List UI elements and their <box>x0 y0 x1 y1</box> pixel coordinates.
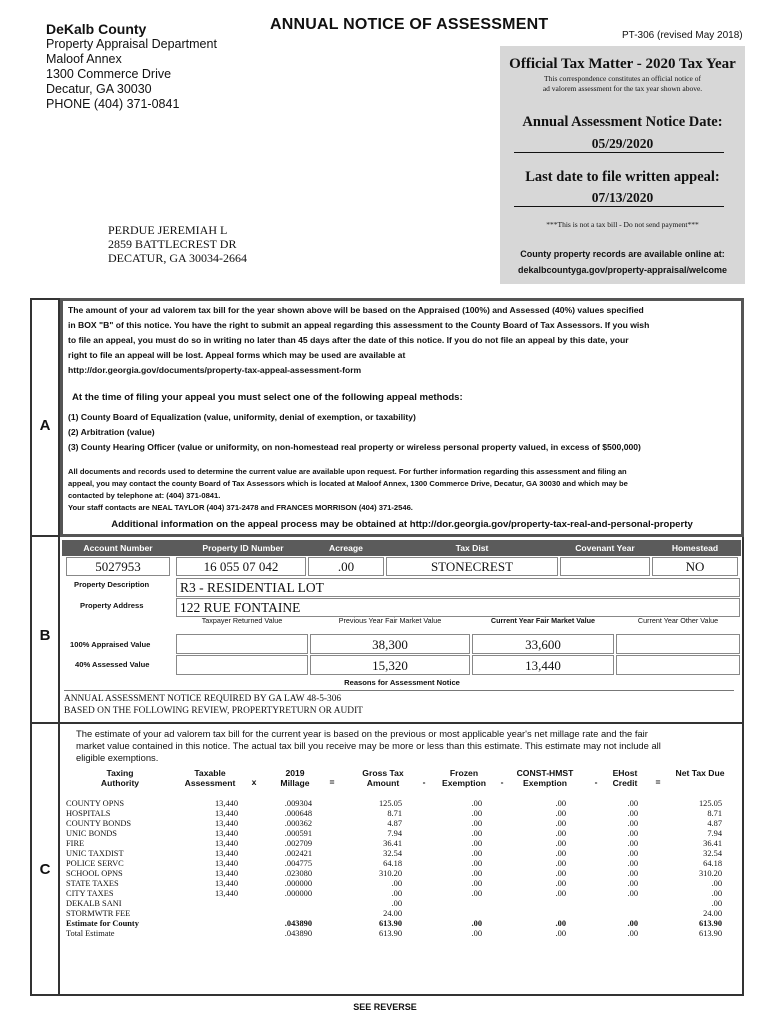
cell-frozen: .00 <box>471 849 482 858</box>
cell-authority: STORMWTR FEE <box>66 909 131 918</box>
cell-frozen: .00 <box>471 919 482 928</box>
cell-const-hmst: .00 <box>555 799 566 808</box>
cell-assessment: 13,440 <box>214 809 238 818</box>
section-letter-column <box>30 298 60 996</box>
tax-row <box>66 879 726 889</box>
cell-millage: .000591 <box>284 829 312 838</box>
cell-authority: COUNTY BONDS <box>66 819 132 828</box>
cell-ehost: .00 <box>627 859 638 868</box>
cell-const-hmst: .00 <box>555 829 566 838</box>
tax-row <box>66 919 726 929</box>
cell-net: 8.71 <box>707 809 722 818</box>
cell-authority: Total Estimate <box>66 929 115 938</box>
form-title: ANNUAL NOTICE OF ASSESSMENT <box>270 16 549 33</box>
cell-const-hmst: .00 <box>555 929 566 938</box>
cell-const-hmst: .00 <box>555 849 566 858</box>
text-line: market value contained in this notice. The actual tax bill you receive may be more or less than this estimate. This estimate may not include all <box>76 740 661 751</box>
cell-gross: 310.20 <box>378 869 402 878</box>
section-b-letter: B <box>39 627 51 644</box>
cell-ehost: .00 <box>627 869 638 878</box>
col-header-net-tax-due: Net Tax Due <box>675 768 725 778</box>
col-header-acreage: Acreage <box>329 543 363 553</box>
tax-row <box>66 889 726 899</box>
cell-authority: SCHOOL OPNS <box>66 869 123 878</box>
cell-const-hmst: .00 <box>555 859 566 868</box>
cell-gross: .00 <box>391 889 402 898</box>
cell-const-hmst: .00 <box>555 839 566 848</box>
operator-minus: - <box>422 777 426 787</box>
covenant-year <box>560 557 650 576</box>
cell-gross: 36.41 <box>383 839 402 848</box>
cell-ehost: .00 <box>627 799 638 808</box>
property-address-label: Property Address <box>80 601 144 610</box>
property-address: 122 RUE FONTAINE <box>176 598 740 617</box>
cell-gross: 8.71 <box>387 809 402 818</box>
form-number: PT-306 (revised May 2018) <box>622 30 743 41</box>
addressee-name: PERDUE JEREMIAH L <box>108 223 228 237</box>
cell-frozen: .00 <box>471 889 482 898</box>
cell-assessment: 13,440 <box>214 799 238 808</box>
tax-row <box>66 799 726 809</box>
notice-subtext: This correspondence constitutes an official notice of <box>544 74 701 83</box>
cell-assessment: 13,440 <box>214 819 238 828</box>
cell-millage: .043890 <box>284 919 312 928</box>
contact-paragraph <box>68 466 738 514</box>
text-line: right to file an appeal will be lost. Appeal forms which may be used are available at <box>68 350 406 360</box>
cell-millage: .000000 <box>284 889 312 898</box>
col-header-frozen-exemption: Frozen Exemption <box>442 768 486 788</box>
cell-millage: .000362 <box>284 819 312 828</box>
cell-frozen: .00 <box>471 819 482 828</box>
cell-frozen: .00 <box>471 809 482 818</box>
cell-millage: .000000 <box>284 879 312 888</box>
tax-row <box>66 819 726 829</box>
col-header-gross-tax: Gross Tax Amount <box>362 768 404 788</box>
text-line: appeal, you may contact the county Board of Tax Assessors which is located at Maloof Annex, 1300 Commerce Drive, Decatur, GA 30030 and which may be <box>68 479 628 488</box>
text-line: All documents and records used to determine the current value are available upon request. For further information regarding this assessment and filing an <box>68 467 627 476</box>
notice-subtext: ad valorem assessment for the tax year shown above. <box>542 84 703 93</box>
cell-authority: UNIC TAXDIST <box>66 849 124 858</box>
tax-district: STONECREST <box>386 557 558 576</box>
cell-const-hmst: .00 <box>555 879 566 888</box>
online-url[interactable]: dekalbcountyga.gov/property-appraisal/welcome <box>517 265 728 275</box>
agency-line: Maloof Annex <box>46 52 122 66</box>
addressee-block <box>108 223 247 265</box>
section-a-letter: A <box>39 417 51 434</box>
cell-const-hmst: .00 <box>555 869 566 878</box>
assessed-previous: 15,320 <box>310 655 470 675</box>
cell-net: 125.05 <box>698 799 722 808</box>
cell-authority: FIRE <box>66 839 85 848</box>
cell-const-hmst: .00 <box>555 919 566 928</box>
tax-row <box>66 839 726 849</box>
cell-ehost: .00 <box>627 829 638 838</box>
cell-gross: 7.94 <box>387 829 402 838</box>
col-header-covenant-year: Covenant Year <box>575 543 635 553</box>
cell-assessment: 13,440 <box>214 889 238 898</box>
cell-net: 7.94 <box>707 829 722 838</box>
section-c-letter: C <box>39 861 51 878</box>
cell-millage: .043890 <box>284 929 312 938</box>
cell-const-hmst: .00 <box>555 809 566 818</box>
tax-row <box>66 829 726 839</box>
acreage: .00 <box>308 557 384 576</box>
divider <box>514 152 724 153</box>
reasons-text <box>64 693 363 717</box>
value-header-returned: Taxpayer Returned Value <box>201 616 283 625</box>
tax-row <box>66 869 726 879</box>
cell-const-hmst: .00 <box>555 819 566 828</box>
agency-phone: PHONE (404) 371-0841 <box>46 97 180 111</box>
cell-ehost: .00 <box>627 839 638 848</box>
appraised-previous: 38,300 <box>310 634 470 654</box>
col-header-property-id: Property ID Number <box>202 543 284 553</box>
assessed-label <box>75 660 149 669</box>
cell-gross: 613.90 <box>378 929 402 938</box>
cell-gross: 32.54 <box>383 849 402 858</box>
col-header-tax-dist: Tax Dist <box>455 543 489 553</box>
property-description-label: Property Description <box>74 580 150 589</box>
cell-net: 4.87 <box>707 819 722 828</box>
col-header-const-hmst: CONST-HMST Exemption <box>516 768 574 788</box>
appeal-methods-heading: At the time of filing your appeal you must select one of the following appeal methods: <box>72 392 463 403</box>
appraised-other <box>616 634 740 654</box>
cell-net: 32.54 <box>703 849 722 858</box>
divider <box>64 690 734 691</box>
additional-info-line: Additional information on the appeal process may be obtained at http://dor.georgia.gov/property-tax-real-and-personal-property <box>111 519 693 530</box>
cell-net: 24.00 <box>703 909 722 918</box>
cell-authority: HOSPITALS <box>66 809 111 818</box>
see-reverse-note: SEE REVERSE <box>353 1002 417 1012</box>
property-id-number: 16 055 07 042 <box>176 557 306 576</box>
cell-net: .00 <box>711 889 722 898</box>
estimate-intro <box>76 728 736 764</box>
appeal-form-url[interactable]: http://dor.georgia.gov/documents/property-tax-appeal-assessment-form <box>68 365 362 375</box>
cell-assessment: 13,440 <box>214 879 238 888</box>
cell-authority: CITY TAXES <box>66 889 114 898</box>
notice-date: 05/29/2020 <box>591 136 654 151</box>
cell-ehost: .00 <box>627 849 638 858</box>
cell-frozen: .00 <box>471 799 482 808</box>
appeal-methods-list <box>68 410 738 455</box>
assessed-other <box>616 655 740 675</box>
cell-authority: UNIC BONDS <box>66 829 117 838</box>
cell-millage: .000648 <box>284 809 312 818</box>
col-header-homestead: Homestead <box>671 543 719 553</box>
value-header-current: Current Year Fair Market Value <box>490 616 596 625</box>
text-line: in BOX "B" of this notice. You have the right to submit an appeal regarding this assessment to the County Board of Tax Assessors. If you wish <box>68 320 650 330</box>
cell-frozen: .00 <box>471 879 482 888</box>
cell-gross: .00 <box>391 899 402 908</box>
cell-net: 310.20 <box>698 869 722 878</box>
cell-assessment: 13,440 <box>214 839 238 848</box>
assessed-label-text: 40% Assessed Value <box>75 660 150 669</box>
agency-name: DeKalb County <box>46 21 147 37</box>
text-line: The estimate of your ad valorem tax bill for the current year is based on the previous or most applicable year's net millage rate and the fair <box>76 728 648 739</box>
cell-ehost: .00 <box>627 819 638 828</box>
col-header-taxing-authority: Taxing Authority <box>100 768 140 788</box>
cell-frozen: .00 <box>471 859 482 868</box>
reasons-label: Reasons for Assessment Notice <box>344 678 460 687</box>
cell-gross: 125.05 <box>378 799 402 808</box>
cell-gross: 64.18 <box>383 859 402 868</box>
text-line: to file an appeal, you must do so in writing no later than 45 days after the date of this notice. If you do not file an appeal by this date, your <box>68 335 629 345</box>
cell-millage: .002421 <box>284 849 312 858</box>
col-header-taxable-assessment: Taxable Assessment <box>184 768 236 788</box>
cell-ehost: .00 <box>627 889 638 898</box>
cell-gross: 613.90 <box>378 919 402 928</box>
appraised-label <box>70 640 150 649</box>
appeal-method: (1) County Board of Equalization (value, uniformity, denial of exemption, or taxability) <box>68 412 416 422</box>
cell-gross: 24.00 <box>383 909 402 918</box>
cell-net: 613.90 <box>698 919 722 928</box>
cell-authority: COUNTY OPNS <box>66 799 125 808</box>
cell-assessment: 13,440 <box>214 849 238 858</box>
appeal-deadline-date: 07/13/2020 <box>591 190 654 205</box>
tax-row <box>66 859 726 869</box>
cell-net: .00 <box>711 879 722 888</box>
cell-millage: .002709 <box>284 839 312 848</box>
reason-line: BASED ON THE FOLLOWING REVIEW, PROPERTYRETURN OR AUDIT <box>64 706 363 716</box>
section-divider <box>30 722 744 724</box>
text-line: eligible exemptions. <box>76 752 159 763</box>
notice-date-label: Annual Assessment Notice Date: <box>522 114 723 130</box>
not-a-bill-note: ***This is not a tax bill - Do not send payment*** <box>546 220 699 229</box>
operator-minus: - <box>594 777 598 787</box>
cell-ehost: .00 <box>627 929 638 938</box>
cell-gross: .00 <box>391 879 402 888</box>
agency-line: 1300 Commerce Drive <box>46 67 172 81</box>
tax-row <box>66 929 726 939</box>
agency-line: Property Appraisal Department <box>46 37 217 51</box>
tax-row <box>66 809 726 819</box>
addressee-city: DECATUR, GA 30034-2664 <box>108 251 248 265</box>
appeal-method: (2) Arbitration (value) <box>68 427 155 437</box>
assessed-returned <box>176 655 308 675</box>
online-label: County property records are available online at: <box>520 249 725 259</box>
cell-frozen: .00 <box>471 929 482 938</box>
operator-equals: = <box>655 777 661 787</box>
value-header-previous: Previous Year Fair Market Value <box>338 616 442 625</box>
cell-ehost: .00 <box>627 879 638 888</box>
addressee-street: 2859 BATTLECREST DR <box>108 237 237 251</box>
appraised-returned <box>176 634 308 654</box>
operator-equals: = <box>329 777 335 787</box>
operator-minus: - <box>500 777 504 787</box>
tax-row <box>66 909 726 919</box>
cell-assessment: 13,440 <box>214 869 238 878</box>
cell-authority: POLICE SERVC <box>66 859 124 868</box>
agency-line: Decatur, GA 30030 <box>46 82 152 96</box>
homestead: NO <box>652 557 738 576</box>
divider <box>514 206 724 207</box>
staff-contacts: Your staff contacts are NEAL TAYLOR (404) 371-2478 and FRANCES MORRISON (404) 371-2546. <box>68 503 413 512</box>
notice-info-box <box>500 46 745 284</box>
tax-year-heading: Official Tax Matter - 2020 Tax Year <box>509 56 736 72</box>
property-description: R3 - RESIDENTIAL LOT <box>176 578 740 597</box>
col-header-ehost-credit: EHost Credit <box>612 768 638 788</box>
col-header-account: Account Number <box>83 543 153 553</box>
tax-row <box>66 899 726 909</box>
cell-authority: DEKALB SANI <box>66 899 122 908</box>
cell-ehost: .00 <box>627 919 638 928</box>
operator-times: x <box>251 777 257 787</box>
value-header-other: Current Year Other Value <box>637 616 719 625</box>
text-line: contacted by telephone at: (404) 371-0841. <box>68 491 221 500</box>
cell-frozen: .00 <box>471 839 482 848</box>
cell-gross: 4.87 <box>387 819 402 828</box>
cell-frozen: .00 <box>471 829 482 838</box>
cell-millage: .023080 <box>284 869 312 878</box>
cell-net: .00 <box>711 899 722 908</box>
cell-net: 64.18 <box>703 859 722 868</box>
agency-block <box>46 22 217 112</box>
appeal-rights-paragraph <box>68 303 738 378</box>
reason-line: ANNUAL ASSESSMENT NOTICE REQUIRED BY GA LAW 48-5-306 <box>64 694 342 704</box>
cell-millage: .009304 <box>284 799 312 808</box>
col-header-millage: 2019 Millage <box>280 768 310 788</box>
cell-frozen: .00 <box>471 869 482 878</box>
cell-net: 613.90 <box>698 929 722 938</box>
cell-net: 36.41 <box>703 839 722 848</box>
cell-assessment: 13,440 <box>214 829 238 838</box>
cell-const-hmst: .00 <box>555 889 566 898</box>
appeal-method: (3) County Hearing Officer (value or uniformity, on non-homestead real property or wireless personal property valued, in excess of $500,000) <box>68 442 641 452</box>
cell-authority: STATE TAXES <box>66 879 119 888</box>
cell-ehost: .00 <box>627 809 638 818</box>
tax-row <box>66 849 726 859</box>
cell-assessment: 13,440 <box>214 859 238 868</box>
text-line: The amount of your ad valorem tax bill for the year shown above will be based on the Appraised (100%) and Assessed (40%) values specified <box>68 305 644 315</box>
account-number: 5027953 <box>66 557 170 576</box>
appraised-current: 33,600 <box>472 634 614 654</box>
appraised-label-text: 100% Appraised Value <box>70 640 151 649</box>
cell-authority: Estimate for County <box>66 919 139 928</box>
appeal-deadline-label: Last date to file written appeal: <box>525 169 720 185</box>
assessed-current: 13,440 <box>472 655 614 675</box>
cell-millage: .004775 <box>284 859 312 868</box>
